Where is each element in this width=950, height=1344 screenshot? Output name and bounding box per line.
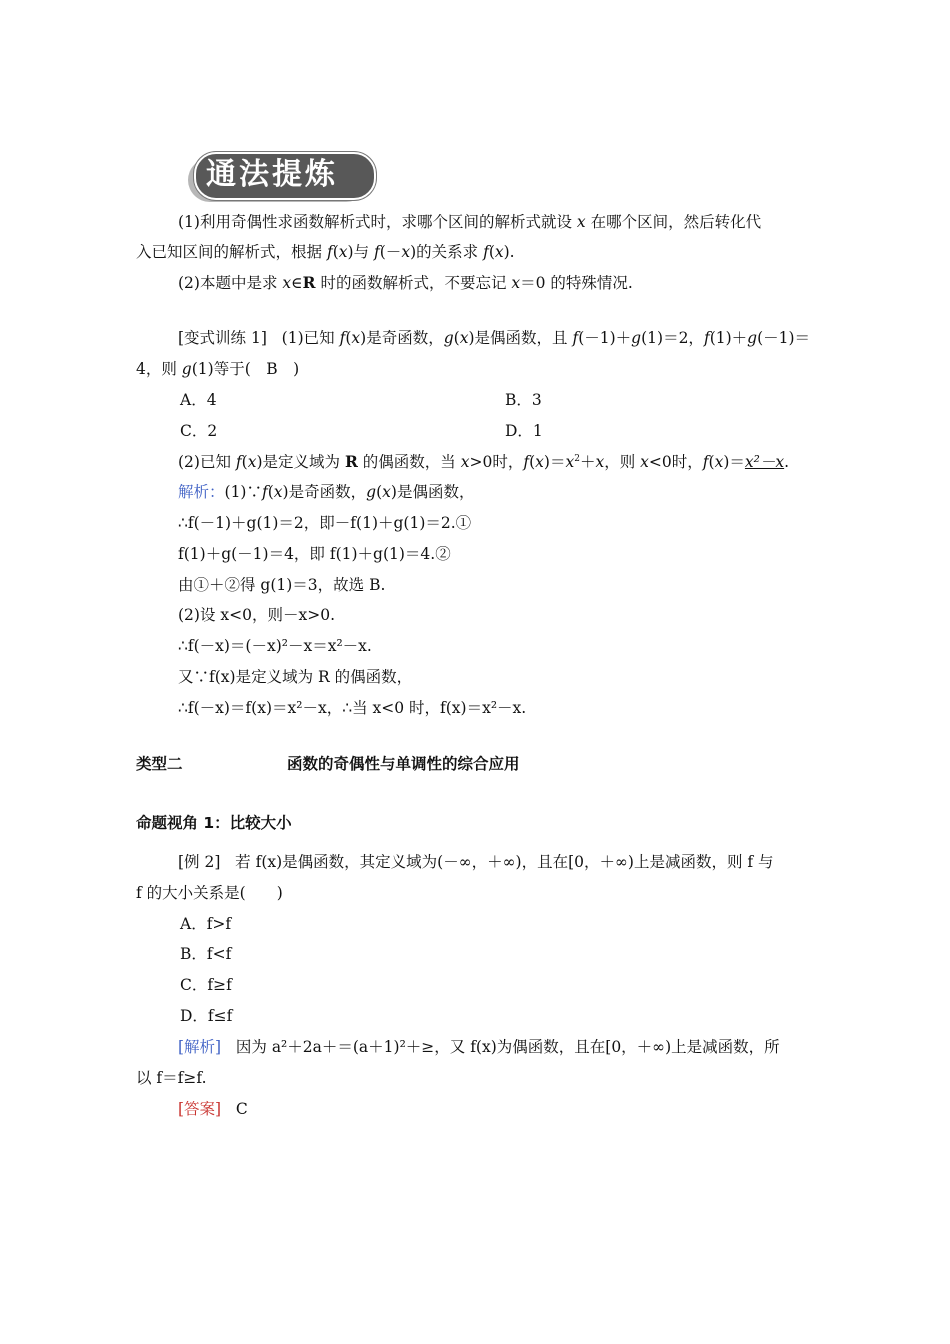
summary-line-1: (1)利用奇偶性求函数解析式时，求哪个区间的解析式就设 x 在哪个区间，然后转化代	[178, 213, 762, 231]
summary-line-3: (2)本题中是求 x∈R 时的函数解析式，不要忘记 x＝0 的特殊情况.	[178, 273, 633, 292]
answer-value: C	[235, 1100, 248, 1118]
example2-label: [例 2]	[178, 853, 221, 871]
example2-analysis-line-1: [解析] 因为 a²＋2a＋＝(a＋1)²＋≥，又 f(x)为偶函数，且在[0，＋∞)上是减函数，所	[178, 1038, 780, 1056]
banner-title: 通法提炼	[206, 157, 338, 192]
example2-line-2: f 的大小关系是( )	[136, 884, 283, 902]
exercise-line-1: [变式训练 1] (1)已知 f(x)是奇函数，g(x)是偶函数，且 f(－1)＋g(1)＝2，f(1)＋g(－1)＝	[178, 329, 811, 347]
section-subtitle: 命题视角 1：比较大小	[136, 814, 292, 832]
section-title: 函数的奇偶性与单调性的综合应用	[287, 755, 520, 773]
solution-line-3: f(1)＋g(－1)＝4，即 f(1)＋g(1)＝4.②	[178, 545, 451, 563]
solution-line-4: 由①＋②得 g(1)＝3，故选 B.	[178, 576, 386, 594]
solution-line-2: ∴f(－1)＋g(1)＝2，即－f(1)＋g(1)＝2.①	[178, 514, 472, 532]
example2-option-c: C．f≥f	[180, 976, 232, 994]
exercise-line-2: 4，则 g(1)等于( B )	[136, 360, 300, 378]
solution-line-1: 解析：(1)∵f(x)是奇函数，g(x)是偶函数，	[178, 483, 475, 501]
exercise-option-c: C．2	[180, 422, 218, 440]
exercise-answer: x²－x	[744, 453, 785, 471]
solution-line-5: (2)设 x<0，则－x>0.	[178, 606, 335, 624]
solution-label: 解析：	[178, 483, 225, 501]
example2-analysis-line-2: 以 f＝f≥f.	[136, 1069, 207, 1087]
example2-option-b: B．f<f	[180, 945, 232, 963]
analysis-label: [解析]	[178, 1038, 222, 1056]
section-type-label: 类型二	[136, 755, 183, 773]
example2-option-d: D．f≤f	[180, 1007, 233, 1025]
example2-answer-line	[178, 1099, 248, 1119]
summary-line-2: 入已知区间的解析式，根据 f(x)与 f(－x)的关系求 f(x).	[136, 243, 515, 261]
exercise-option-a: A．4	[180, 391, 217, 409]
solution-line-8: ∴f(－x)＝f(x)＝x²－x，∴当 x<0 时，f(x)＝x²－x.	[178, 699, 527, 717]
solution-line-6: ∴f(－x)＝(－x)²－x＝x²－x.	[178, 637, 372, 655]
solution-line-7: 又∵f(x)是定义域为 R 的偶函数，	[178, 668, 413, 686]
example2-option-a: A．f>f	[180, 915, 232, 933]
exercise-option-d: D．1	[505, 422, 543, 440]
answer-label: [答案]	[178, 1100, 222, 1118]
method-summary-banner	[188, 152, 376, 204]
exercise-label: [变式训练 1]	[178, 329, 267, 347]
example2-line-1: [例 2] 若 f(x)是偶函数，其定义域为(－∞，＋∞)，且在[0，＋∞)上是减函数，则 f 与	[178, 853, 774, 871]
exercise-option-b: B．3	[505, 391, 542, 409]
exercise-line-3: (2)已知 f(x)是定义域为 R 的偶函数，当 x>0时，$f(x)=x^2+x$，则 x<0时，f(x)＝x²－x.	[178, 452, 790, 471]
